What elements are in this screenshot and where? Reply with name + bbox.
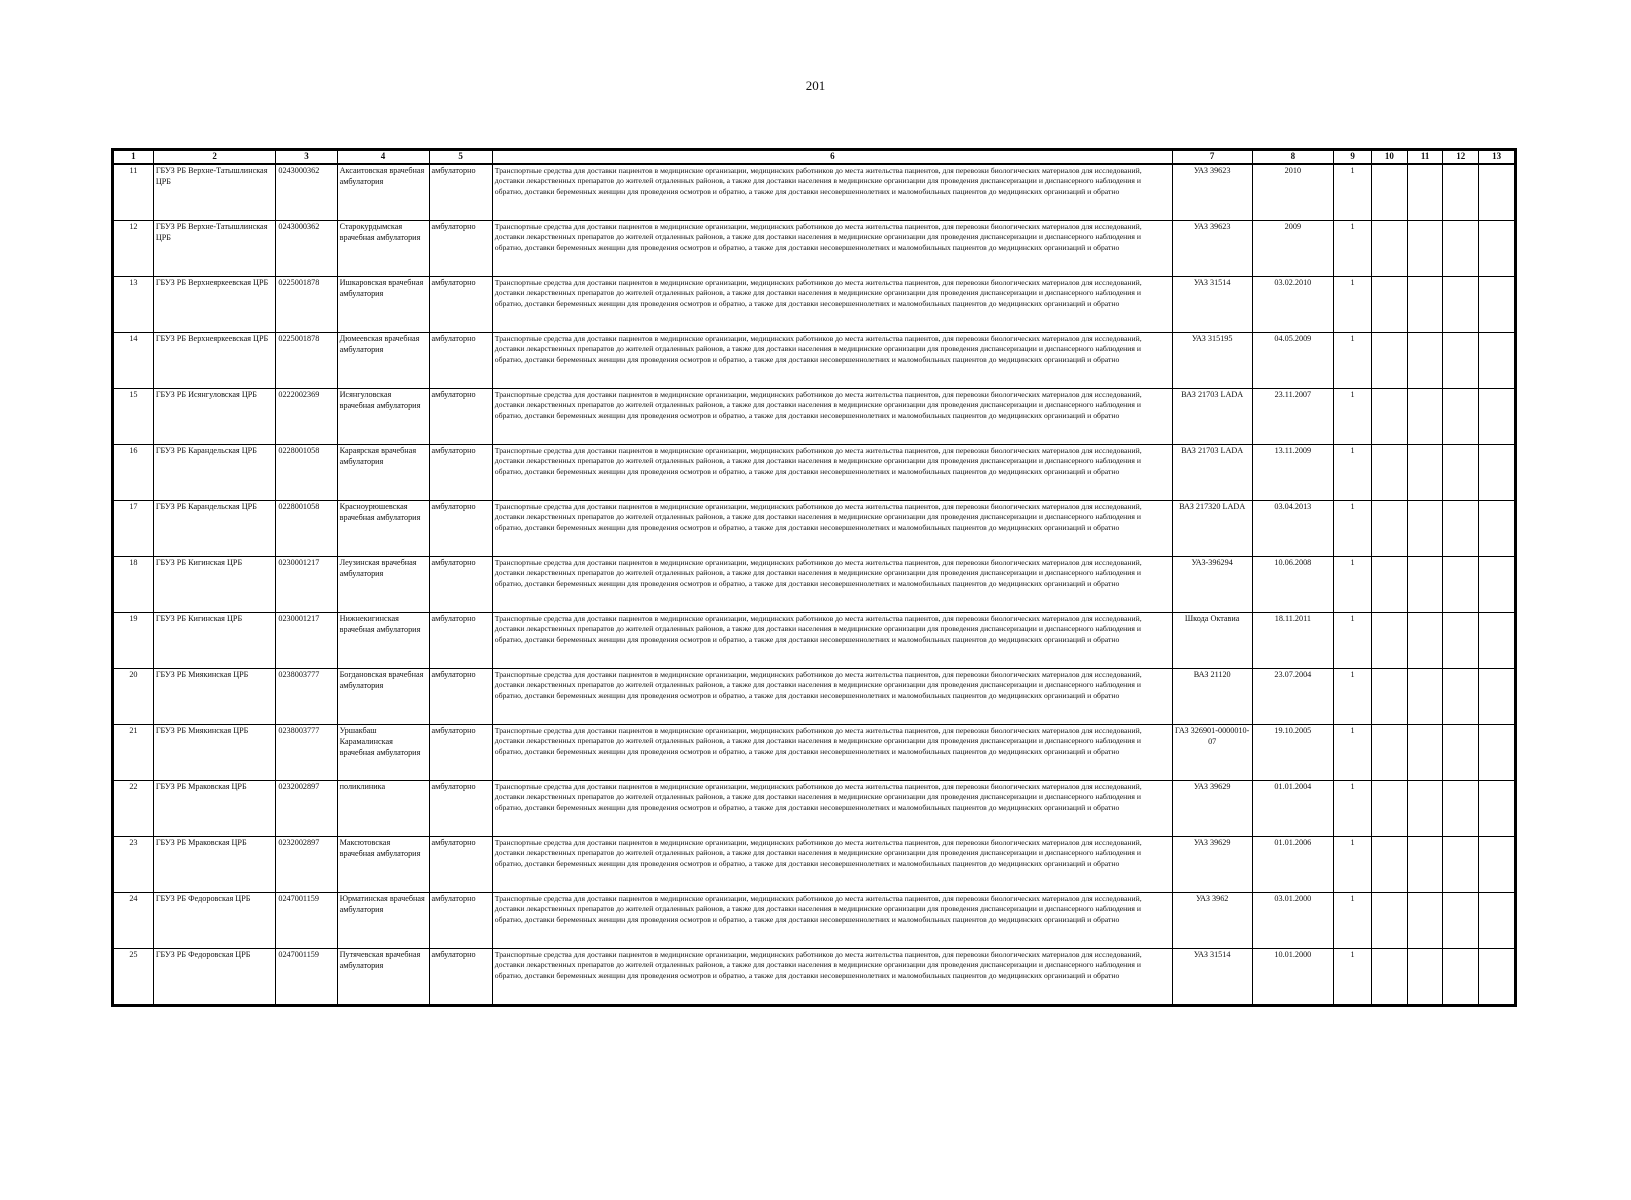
release-date-cell: 23.07.2004 xyxy=(1252,668,1334,724)
column-header: 10 xyxy=(1371,151,1407,164)
row-number-cell: 18 xyxy=(114,556,154,612)
column-header: 3 xyxy=(276,151,337,164)
empty-cell xyxy=(1407,388,1443,444)
empty-cell xyxy=(1443,220,1479,276)
unit-cell: Исянгуловская врачебная амбулатория xyxy=(337,388,429,444)
care-mode-cell: амбулаторно xyxy=(429,780,492,836)
purpose-cell: Транспортные средства для доставки пациентов в медицинские организации, медицинских работников до места жительства пациентов, для перевозки биологических материалов для исследований, доставки лекарственных препаратов до жителей отдаленных районов, а также для доставки населения в медицинские организации для проведения диспансеризации и диспансерного наблюдения и обратно, доставки беременных женщин для проведения осмотров и обратно, а также для доставки несовершеннолетних и маломобильных пациентов до медицинских организаций и обратно xyxy=(492,388,1172,444)
empty-cell xyxy=(1443,780,1479,836)
purpose-cell: Транспортные средства для доставки пациентов в медицинские организации, медицинских работников до места жительства пациентов, для перевозки биологических материалов для исследований, доставки лекарственных препаратов до жителей отдаленных районов, а также для доставки населения в медицинские организации для проведения диспансеризации и диспансерного наблюдения и обратно, доставки беременных женщин для проведения осмотров и обратно, а также для доставки несовершеннолетних и маломобильных пациентов до медицинских организаций и обратно xyxy=(492,780,1172,836)
empty-cell xyxy=(1443,388,1479,444)
empty-cell xyxy=(1443,948,1479,1004)
column-header: 8 xyxy=(1252,151,1334,164)
column-header: 11 xyxy=(1407,151,1443,164)
care-mode-cell: амбулаторно xyxy=(429,388,492,444)
release-date-cell: 01.01.2004 xyxy=(1252,780,1334,836)
inn-cell: 0228001058 xyxy=(276,500,337,556)
column-header: 9 xyxy=(1334,151,1372,164)
empty-cell xyxy=(1443,500,1479,556)
organization-cell: ГБУЗ РБ Карандельская ЦРБ xyxy=(153,500,276,556)
empty-cell xyxy=(1371,444,1407,500)
column-header: 4 xyxy=(337,151,429,164)
unit-cell: Дюмеевская врачебная амбулатория xyxy=(337,332,429,388)
release-date-cell: 23.11.2007 xyxy=(1252,388,1334,444)
purpose-cell: Транспортные средства для доставки пациентов в медицинские организации, медицинских работников до места жительства пациентов, для перевозки биологических материалов для исследований, доставки лекарственных препаратов до жителей отдаленных районов, а также для доставки населения в медицинские организации для проведения диспансеризации и диспансерного наблюдения и обратно, доставки беременных женщин для проведения осмотров и обратно, а также для доставки несовершеннолетних и маломобильных пациентов до медицинских организаций и обратно xyxy=(492,836,1172,892)
inn-cell: 0225001878 xyxy=(276,276,337,332)
column-header: 7 xyxy=(1172,151,1252,164)
column-header: 1 xyxy=(114,151,154,164)
quantity-cell: 1 xyxy=(1334,892,1372,948)
empty-cell xyxy=(1443,892,1479,948)
empty-cell xyxy=(1407,276,1443,332)
release-date-cell: 03.01.2000 xyxy=(1252,892,1334,948)
release-date-cell: 10.01.2000 xyxy=(1252,948,1334,1004)
purpose-cell: Транспортные средства для доставки пациентов в медицинские организации, медицинских работников до места жительства пациентов, для перевозки биологических материалов для исследований, доставки лекарственных препаратов до жителей отдаленных районов, а также для доставки населения в медицинские организации для проведения диспансеризации и диспансерного наблюдения и обратно, доставки беременных женщин для проведения осмотров и обратно, а также для доставки несовершеннолетних и маломобильных пациентов до медицинских организаций и обратно xyxy=(492,220,1172,276)
empty-cell xyxy=(1407,780,1443,836)
column-header: 6 xyxy=(492,151,1172,164)
unit-cell: Нижнекигинская врачебная амбулатория xyxy=(337,612,429,668)
organization-cell: ГБУЗ РБ Миякинская ЦРБ xyxy=(153,724,276,780)
row-number-cell: 12 xyxy=(114,220,154,276)
unit-cell: Красноурюшевская врачебная амбулатория xyxy=(337,500,429,556)
row-number-cell: 13 xyxy=(114,276,154,332)
release-date-cell: 04.05.2009 xyxy=(1252,332,1334,388)
row-number-cell: 25 xyxy=(114,948,154,1004)
vehicle-model-cell: ВАЗ 21703 LADA xyxy=(1172,444,1252,500)
quantity-cell: 1 xyxy=(1334,948,1372,1004)
unit-cell: Ишкаровская врачебная амбулатория xyxy=(337,276,429,332)
empty-cell xyxy=(1479,836,1515,892)
purpose-cell: Транспортные средства для доставки пациентов в медицинские организации, медицинских работников до места жительства пациентов, для перевозки биологических материалов для исследований, доставки лекарственных препаратов до жителей отдаленных районов, а также для доставки населения в медицинские организации для проведения диспансеризации и диспансерного наблюдения и обратно, доставки беременных женщин для проведения осмотров и обратно, а также для доставки несовершеннолетних и маломобильных пациентов до медицинских организаций и обратно xyxy=(492,164,1172,221)
care-mode-cell: амбулаторно xyxy=(429,948,492,1004)
unit-cell: Старокурдымская врачебная амбулатория xyxy=(337,220,429,276)
row-number-cell: 19 xyxy=(114,612,154,668)
empty-cell xyxy=(1479,388,1515,444)
table-row xyxy=(114,780,1515,836)
row-number-cell: 17 xyxy=(114,500,154,556)
column-header: 5 xyxy=(429,151,492,164)
empty-cell xyxy=(1371,948,1407,1004)
empty-cell xyxy=(1479,556,1515,612)
empty-cell xyxy=(1479,164,1515,221)
empty-cell xyxy=(1371,612,1407,668)
inn-cell: 0230001217 xyxy=(276,612,337,668)
care-mode-cell: амбулаторно xyxy=(429,668,492,724)
inn-cell: 0247001159 xyxy=(276,948,337,1004)
organization-cell: ГБУЗ РБ Верхнеяркеевская ЦРБ xyxy=(153,276,276,332)
empty-cell xyxy=(1407,556,1443,612)
care-mode-cell: амбулаторно xyxy=(429,892,492,948)
release-date-cell: 19.10.2005 xyxy=(1252,724,1334,780)
release-date-cell: 2010 xyxy=(1252,164,1334,221)
care-mode-cell: амбулаторно xyxy=(429,444,492,500)
table-row xyxy=(114,332,1515,388)
empty-cell xyxy=(1371,892,1407,948)
quantity-cell: 1 xyxy=(1334,276,1372,332)
vehicle-model-cell: УАЗ-396294 xyxy=(1172,556,1252,612)
table-body xyxy=(114,164,1515,1005)
purpose-cell: Транспортные средства для доставки пациентов в медицинские организации, медицинских работников до места жительства пациентов, для перевозки биологических материалов для исследований, доставки лекарственных препаратов до жителей отдаленных районов, а также для доставки населения в медицинские организации для проведения диспансеризации и диспансерного наблюдения и обратно, доставки беременных женщин для проведения осмотров и обратно, а также для доставки несовершеннолетних и маломобильных пациентов до медицинских организаций и обратно xyxy=(492,612,1172,668)
table-row xyxy=(114,612,1515,668)
row-number-cell: 22 xyxy=(114,780,154,836)
row-number-cell: 23 xyxy=(114,836,154,892)
quantity-cell: 1 xyxy=(1334,836,1372,892)
empty-cell xyxy=(1443,332,1479,388)
release-date-cell: 01.01.2006 xyxy=(1252,836,1334,892)
organization-cell: ГБУЗ РБ Верхне-Татышлинская ЦРБ xyxy=(153,220,276,276)
inn-cell: 0230001217 xyxy=(276,556,337,612)
empty-cell xyxy=(1479,892,1515,948)
inn-cell: 0238003777 xyxy=(276,724,337,780)
unit-cell: Леузинская врачебная амбулатория xyxy=(337,556,429,612)
purpose-cell: Транспортные средства для доставки пациентов в медицинские организации, медицинских работников до места жительства пациентов, для перевозки биологических материалов для исследований, доставки лекарственных препаратов до жителей отдаленных районов, а также для доставки населения в медицинские организации для проведения диспансеризации и диспансерного наблюдения и обратно, доставки беременных женщин для проведения осмотров и обратно, а также для доставки несовершеннолетних и маломобильных пациентов до медицинских организаций и обратно xyxy=(492,948,1172,1004)
organization-cell: ГБУЗ РБ Верхне-Татышлинская ЦРБ xyxy=(153,164,276,221)
column-header: 13 xyxy=(1479,151,1515,164)
empty-cell xyxy=(1407,948,1443,1004)
unit-cell: поликлиника xyxy=(337,780,429,836)
empty-cell xyxy=(1371,276,1407,332)
empty-cell xyxy=(1443,836,1479,892)
empty-cell xyxy=(1479,668,1515,724)
organization-cell: ГБУЗ РБ Карандельская ЦРБ xyxy=(153,444,276,500)
care-mode-cell: амбулаторно xyxy=(429,556,492,612)
empty-cell xyxy=(1479,724,1515,780)
empty-cell xyxy=(1407,612,1443,668)
empty-cell xyxy=(1371,332,1407,388)
quantity-cell: 1 xyxy=(1334,500,1372,556)
care-mode-cell: амбулаторно xyxy=(429,500,492,556)
care-mode-cell: амбулаторно xyxy=(429,332,492,388)
empty-cell xyxy=(1407,332,1443,388)
empty-cell xyxy=(1479,500,1515,556)
unit-cell: Максютовская врачебная амбулатория xyxy=(337,836,429,892)
vehicle-model-cell: ВАЗ 217320 LADA xyxy=(1172,500,1252,556)
organization-cell: ГБУЗ РБ Мраковская ЦРБ xyxy=(153,836,276,892)
inn-cell: 0238003777 xyxy=(276,668,337,724)
empty-cell xyxy=(1371,556,1407,612)
purpose-cell: Транспортные средства для доставки пациентов в медицинские организации, медицинских работников до места жительства пациентов, для перевозки биологических материалов для исследований, доставки лекарственных препаратов до жителей отдаленных районов, а также для доставки населения в медицинские организации для проведения диспансеризации и диспансерного наблюдения и обратно, доставки беременных женщин для проведения осмотров и обратно, а также для доставки несовершеннолетних и маломобильных пациентов до медицинских организаций и обратно xyxy=(492,892,1172,948)
purpose-cell: Транспортные средства для доставки пациентов в медицинские организации, медицинских работников до места жительства пациентов, для перевозки биологических материалов для исследований, доставки лекарственных препаратов до жителей отдаленных районов, а также для доставки населения в медицинские организации для проведения диспансеризации и диспансерного наблюдения и обратно, доставки беременных женщин для проведения осмотров и обратно, а также для доставки несовершеннолетних и маломобильных пациентов до медицинских организаций и обратно xyxy=(492,276,1172,332)
unit-cell: Аксаитовская врачебная амбулатория xyxy=(337,164,429,221)
care-mode-cell: амбулаторно xyxy=(429,276,492,332)
care-mode-cell: амбулаторно xyxy=(429,836,492,892)
column-header: 12 xyxy=(1443,151,1479,164)
care-mode-cell: амбулаторно xyxy=(429,724,492,780)
row-number-cell: 11 xyxy=(114,164,154,221)
table-row xyxy=(114,500,1515,556)
organization-cell: ГБУЗ РБ Кигинская ЦРБ xyxy=(153,556,276,612)
inn-cell: 0228001058 xyxy=(276,444,337,500)
row-number-cell: 14 xyxy=(114,332,154,388)
release-date-cell: 18.11.2011 xyxy=(1252,612,1334,668)
vehicle-model-cell: УАЗ 39629 xyxy=(1172,836,1252,892)
empty-cell xyxy=(1443,724,1479,780)
empty-cell xyxy=(1407,724,1443,780)
empty-cell xyxy=(1443,276,1479,332)
release-date-cell: 03.02.2010 xyxy=(1252,276,1334,332)
unit-cell: Уршакбаш Карамалинская врачебная амбулатория xyxy=(337,724,429,780)
empty-cell xyxy=(1479,948,1515,1004)
inn-cell: 0232002897 xyxy=(276,836,337,892)
organization-cell: ГБУЗ РБ Мраковская ЦРБ xyxy=(153,780,276,836)
care-mode-cell: амбулаторно xyxy=(429,612,492,668)
empty-cell xyxy=(1407,892,1443,948)
vehicle-model-cell: УАЗ 39623 xyxy=(1172,164,1252,221)
unit-cell: Путячевская врачебная амбулатория xyxy=(337,948,429,1004)
inn-cell: 0243000362 xyxy=(276,164,337,221)
inn-cell: 0243000362 xyxy=(276,220,337,276)
release-date-cell: 03.04.2013 xyxy=(1252,500,1334,556)
empty-cell xyxy=(1479,276,1515,332)
row-number-cell: 20 xyxy=(114,668,154,724)
table-row xyxy=(114,164,1515,221)
empty-cell xyxy=(1443,164,1479,221)
empty-cell xyxy=(1407,668,1443,724)
purpose-cell: Транспортные средства для доставки пациентов в медицинские организации, медицинских работников до места жительства пациентов, для перевозки биологических материалов для исследований, доставки лекарственных препаратов до жителей отдаленных районов, а также для доставки населения в медицинские организации для проведения диспансеризации и диспансерного наблюдения и обратно, доставки беременных женщин для проведения осмотров и обратно, а также для доставки несовершеннолетних и маломобильных пациентов до медицинских организаций и обратно xyxy=(492,500,1172,556)
empty-cell xyxy=(1407,444,1443,500)
purpose-cell: Транспортные средства для доставки пациентов в медицинские организации, медицинских работников до места жительства пациентов, для перевозки биологических материалов для исследований, доставки лекарственных препаратов до жителей отдаленных районов, а также для доставки населения в медицинские организации для проведения диспансеризации и диспансерного наблюдения и обратно, доставки беременных женщин для проведения осмотров и обратно, а также для доставки несовершеннолетних и маломобильных пациентов до медицинских организаций и обратно xyxy=(492,668,1172,724)
table-row xyxy=(114,220,1515,276)
quantity-cell: 1 xyxy=(1334,332,1372,388)
organization-cell: ГБУЗ РБ Верхнеяркеевская ЦРБ xyxy=(153,332,276,388)
quantity-cell: 1 xyxy=(1334,220,1372,276)
empty-cell xyxy=(1371,220,1407,276)
quantity-cell: 1 xyxy=(1334,444,1372,500)
empty-cell xyxy=(1443,444,1479,500)
empty-cell xyxy=(1479,220,1515,276)
quantity-cell: 1 xyxy=(1334,668,1372,724)
organization-cell: ГБУЗ РБ Кигинская ЦРБ xyxy=(153,612,276,668)
vehicle-register-table xyxy=(113,150,1515,1005)
table-row xyxy=(114,388,1515,444)
quantity-cell: 1 xyxy=(1334,388,1372,444)
empty-cell xyxy=(1479,780,1515,836)
purpose-cell: Транспортные средства для доставки пациентов в медицинские организации, медицинских работников до места жительства пациентов, для перевозки биологических материалов для исследований, доставки лекарственных препаратов до жителей отдаленных районов, а также для доставки населения в медицинские организации для проведения диспансеризации и диспансерного наблюдения и обратно, доставки беременных женщин для проведения осмотров и обратно, а также для доставки несовершеннолетних и маломобильных пациентов до медицинских организаций и обратно xyxy=(492,724,1172,780)
table-row xyxy=(114,892,1515,948)
row-number-cell: 21 xyxy=(114,724,154,780)
empty-cell xyxy=(1371,500,1407,556)
vehicle-model-cell: УАЗ 315195 xyxy=(1172,332,1252,388)
unit-cell: Юрматинская врачебная амбулатория xyxy=(337,892,429,948)
purpose-cell: Транспортные средства для доставки пациентов в медицинские организации, медицинских работников до места жительства пациентов, для перевозки биологических материалов для исследований, доставки лекарственных препаратов до жителей отдаленных районов, а также для доставки населения в медицинские организации для проведения диспансеризации и диспансерного наблюдения и обратно, доставки беременных женщин для проведения осмотров и обратно, а также для доставки несовершеннолетних и маломобильных пациентов до медицинских организаций и обратно xyxy=(492,556,1172,612)
table-row xyxy=(114,444,1515,500)
empty-cell xyxy=(1479,612,1515,668)
empty-cell xyxy=(1479,444,1515,500)
empty-cell xyxy=(1371,780,1407,836)
row-number-cell: 24 xyxy=(114,892,154,948)
organization-cell: ГБУЗ РБ Исянгуловская ЦРБ xyxy=(153,388,276,444)
vehicle-model-cell: ГАЗ 326901-0000010-07 xyxy=(1172,724,1252,780)
vehicle-model-cell: ВАЗ 21703 LADA xyxy=(1172,388,1252,444)
organization-cell: ГБУЗ РБ Федоровская ЦРБ xyxy=(153,892,276,948)
quantity-cell: 1 xyxy=(1334,724,1372,780)
vehicle-model-cell: Шкода Октавиа xyxy=(1172,612,1252,668)
unit-cell: Караярская врачебная амбулатория xyxy=(337,444,429,500)
column-header: 2 xyxy=(153,151,276,164)
vehicle-model-cell: УАЗ 39629 xyxy=(1172,780,1252,836)
release-date-cell: 13.11.2009 xyxy=(1252,444,1334,500)
vehicle-model-cell: УАЗ 31514 xyxy=(1172,276,1252,332)
care-mode-cell: амбулаторно xyxy=(429,220,492,276)
empty-cell xyxy=(1443,612,1479,668)
empty-cell xyxy=(1479,332,1515,388)
vehicle-model-cell: УАЗ 31514 xyxy=(1172,948,1252,1004)
table-row xyxy=(114,556,1515,612)
purpose-cell: Транспортные средства для доставки пациентов в медицинские организации, медицинских работников до места жительства пациентов, для перевозки биологических материалов для исследований, доставки лекарственных препаратов до жителей отдаленных районов, а также для доставки населения в медицинские организации для проведения диспансеризации и диспансерного наблюдения и обратно, доставки беременных женщин для проведения осмотров и обратно, а также для доставки несовершеннолетних и маломобильных пациентов до медицинских организаций и обратно xyxy=(492,332,1172,388)
care-mode-cell: амбулаторно xyxy=(429,164,492,221)
empty-cell xyxy=(1407,220,1443,276)
empty-cell xyxy=(1371,836,1407,892)
row-number-cell: 16 xyxy=(114,444,154,500)
release-date-cell: 2009 xyxy=(1252,220,1334,276)
quantity-cell: 1 xyxy=(1334,164,1372,221)
empty-cell xyxy=(1371,668,1407,724)
table-row xyxy=(114,724,1515,780)
empty-cell xyxy=(1407,500,1443,556)
empty-cell xyxy=(1371,164,1407,221)
page-number: 201 xyxy=(805,78,826,93)
organization-cell: ГБУЗ РБ Федоровская ЦРБ xyxy=(153,948,276,1004)
quantity-cell: 1 xyxy=(1334,612,1372,668)
empty-cell xyxy=(1371,388,1407,444)
table-row xyxy=(114,836,1515,892)
empty-cell xyxy=(1407,164,1443,221)
vehicle-model-cell: УАЗ 3962 xyxy=(1172,892,1252,948)
purpose-cell: Транспортные средства для доставки пациентов в медицинские организации, медицинских работников до места жительства пациентов, для перевозки биологических материалов для исследований, доставки лекарственных препаратов до жителей отдаленных районов, а также для доставки населения в медицинские организации для проведения диспансеризации и диспансерного наблюдения и обратно, доставки беременных женщин для проведения осмотров и обратно, а также для доставки несовершеннолетних и маломобильных пациентов до медицинских организаций и обратно xyxy=(492,444,1172,500)
empty-cell xyxy=(1407,836,1443,892)
unit-cell: Богдановская врачебная амбулатория xyxy=(337,668,429,724)
table-row xyxy=(114,948,1515,1004)
vehicle-model-cell: ВАЗ 21120 xyxy=(1172,668,1252,724)
column-number-header xyxy=(114,151,1515,164)
release-date-cell: 10.06.2008 xyxy=(1252,556,1334,612)
inn-cell: 0247001159 xyxy=(276,892,337,948)
quantity-cell: 1 xyxy=(1334,780,1372,836)
table-row xyxy=(114,668,1515,724)
empty-cell xyxy=(1371,724,1407,780)
quantity-cell: 1 xyxy=(1334,556,1372,612)
inn-cell: 0232002897 xyxy=(276,780,337,836)
inn-cell: 0222002369 xyxy=(276,388,337,444)
empty-cell xyxy=(1443,556,1479,612)
empty-cell xyxy=(1443,668,1479,724)
row-number-cell: 15 xyxy=(114,388,154,444)
inn-cell: 0225001878 xyxy=(276,332,337,388)
table-row xyxy=(114,276,1515,332)
organization-cell: ГБУЗ РБ Миякинская ЦРБ xyxy=(153,668,276,724)
vehicle-model-cell: УАЗ 39623 xyxy=(1172,220,1252,276)
